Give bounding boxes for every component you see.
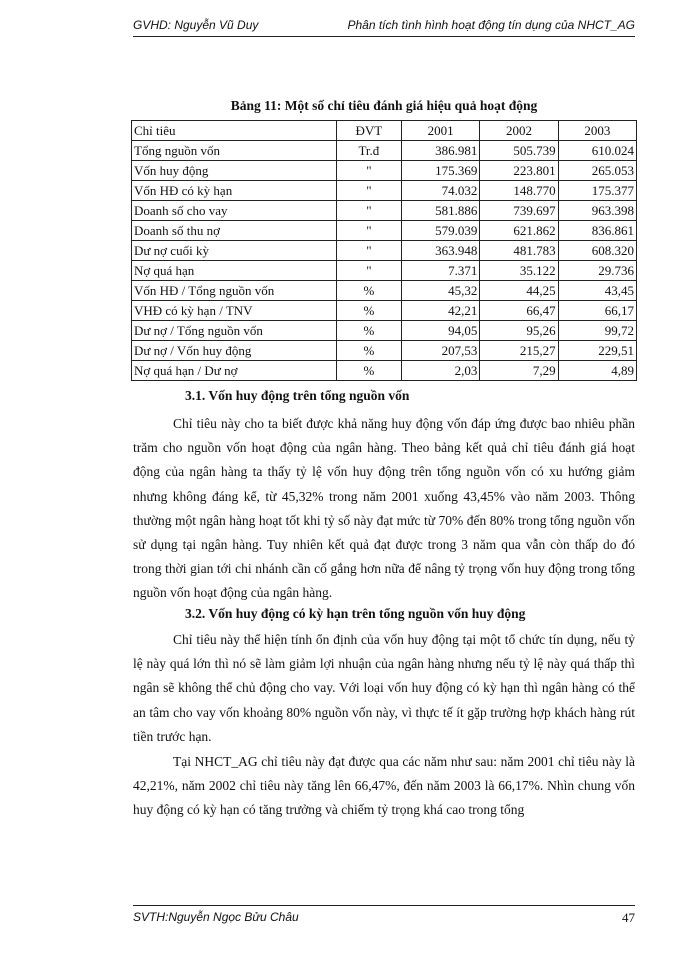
section-3-2-paragraph-2: Tại NHCT_AG chỉ tiêu này đạt được qua các năm như sau: năm 2001 chỉ tiêu này là 42,21%, năm 2002 chỉ tiêu này tăng lên 66,47%, đến năm 2003 là 66,17%. Nhìn chung vốn huy động có kỳ hạn có tăng trưởng và chiếm tỷ trọng khá cao trong tổng xyxy=(133,754,635,818)
row-indicator: Dư nợ / Tổng nguồn vốn xyxy=(132,321,337,341)
row-unit: % xyxy=(336,281,401,301)
row-unit: % xyxy=(336,341,401,361)
row-value-2002: 215,27 xyxy=(480,341,558,361)
row-indicator: Doanh số thu nợ xyxy=(132,221,337,241)
row-value-2003: 836.861 xyxy=(558,221,636,241)
row-value-2003: 265.053 xyxy=(558,161,636,181)
row-value-2001: 579.039 xyxy=(401,221,479,241)
indicator-table xyxy=(131,120,637,381)
header-cell-indicator: Chỉ tiêu xyxy=(132,121,337,141)
table-row xyxy=(132,241,637,261)
row-indicator: Vốn huy động xyxy=(132,161,337,181)
row-value-2002: 223.801 xyxy=(480,161,558,181)
footer-student: SVTH:Nguyễn Ngọc Bửu Châu xyxy=(133,910,299,924)
row-indicator: Vốn HĐ có kỳ hạn xyxy=(132,181,337,201)
row-indicator: Nợ quá hạn / Dư nợ xyxy=(132,361,337,381)
row-unit: " xyxy=(336,221,401,241)
section-title-3-2: 3.2. Vốn huy động có kỳ hạn trên tổng nguồn vốn huy động xyxy=(185,606,526,621)
row-value-2001: 581.886 xyxy=(401,201,479,221)
row-unit: % xyxy=(336,301,401,321)
row-indicator: Nợ quá hạn xyxy=(132,261,337,281)
row-value-2001: 386.981 xyxy=(401,141,479,161)
row-indicator: Doanh số cho vay xyxy=(132,201,337,221)
row-unit: " xyxy=(336,161,401,181)
table-row xyxy=(132,141,637,161)
row-value-2002: 621.862 xyxy=(480,221,558,241)
table-row xyxy=(132,161,637,181)
row-value-2002: 505.739 xyxy=(480,141,558,161)
row-indicator: Dư nợ / Vốn huy động xyxy=(132,341,337,361)
table-title: Bảng 11: Một số chỉ tiêu đánh giá hiệu quả hoạt động xyxy=(230,98,538,113)
row-value-2002: 739.697 xyxy=(480,201,558,221)
row-indicator: VHĐ có kỳ hạn / TNV xyxy=(132,301,337,321)
row-value-2002: 7,29 xyxy=(480,361,558,381)
row-value-2003: 4,89 xyxy=(558,361,636,381)
table-row xyxy=(132,301,637,321)
row-indicator: Tổng nguồn vốn xyxy=(132,141,337,161)
row-value-2002: 66,47 xyxy=(480,301,558,321)
row-value-2003: 610.024 xyxy=(558,141,636,161)
row-value-2002: 95,26 xyxy=(480,321,558,341)
header-cell-2001: 2001 xyxy=(401,121,479,141)
section-title-3-1: 3.1. Vốn huy động trên tổng nguồn vốn xyxy=(185,388,410,403)
table-row xyxy=(132,341,637,361)
row-value-2003: 29.736 xyxy=(558,261,636,281)
row-unit: Tr.đ xyxy=(336,141,401,161)
row-unit: " xyxy=(336,201,401,221)
page-header xyxy=(133,18,635,37)
header-cell-2002: 2002 xyxy=(480,121,558,141)
row-unit: " xyxy=(336,241,401,261)
row-indicator: Vốn HĐ / Tổng nguồn vốn xyxy=(132,281,337,301)
row-value-2001: 175.369 xyxy=(401,161,479,181)
section-3-2-paragraph-1: Chỉ tiêu này thể hiện tính ổn định của vốn huy động tại một tổ chức tín dụng, nếu tỷ lệ này quá lớn thì nó sẽ làm giảm lợi nhuận của ngân hàng nhưng nếu tỷ lệ này quá thấp thì ngân sẽ không thể chủ động cho vay. Với loại vốn huy động có kỳ hạn thì ngân hàng có thể an tâm cho vay vốn khoảng 80% nguồn vốn này, vì thực tế ít gặp trường hợp khách hàng rút tiền trước hạn. xyxy=(133,632,635,744)
row-value-2001: 207,53 xyxy=(401,341,479,361)
row-value-2002: 44,25 xyxy=(480,281,558,301)
table-header-row xyxy=(132,121,637,141)
row-unit: % xyxy=(336,321,401,341)
table-row xyxy=(132,221,637,241)
row-value-2001: 42,21 xyxy=(401,301,479,321)
table-row xyxy=(132,201,637,221)
row-value-2003: 66,17 xyxy=(558,301,636,321)
page-footer xyxy=(133,905,635,926)
row-value-2001: 363.948 xyxy=(401,241,479,261)
header-document-title: Phân tích tình hình hoạt động tín dụng của NHCT_AG xyxy=(347,18,635,32)
row-value-2003: 608.320 xyxy=(558,241,636,261)
row-value-2002: 481.783 xyxy=(480,241,558,261)
row-value-2003: 99,72 xyxy=(558,321,636,341)
row-value-2003: 963.398 xyxy=(558,201,636,221)
table-row xyxy=(132,261,637,281)
page-number: 47 xyxy=(622,910,635,925)
header-cell-2003: 2003 xyxy=(558,121,636,141)
row-value-2001: 45,32 xyxy=(401,281,479,301)
row-value-2001: 94,05 xyxy=(401,321,479,341)
row-unit: " xyxy=(336,261,401,281)
row-value-2002: 148.770 xyxy=(480,181,558,201)
row-value-2003: 43,45 xyxy=(558,281,636,301)
row-value-2001: 7.371 xyxy=(401,261,479,281)
header-cell-unit: ĐVT xyxy=(336,121,401,141)
section-3-1-paragraph: Chỉ tiêu này cho ta biết được khả năng huy động vốn đáp ứng được bao nhiêu phần trăm cho nguồn vốn hoạt động của ngân hàng. Theo bảng kết quả chỉ tiêu đánh giá hoạt động của ngân hàng ta thấy tỷ lệ vốn huy động trên tổng nguồn vốn có xu hướng giảm nhưng không đáng kể, từ 45,32% trong năm 2001 xuống 43,45% vào năm 2003. Thông thường một ngân hàng hoạt tốt khi tỷ số này đạt mức từ 70% đến 80% trong tổng nguồn vốn sử dụng tại ngân hàng. Tuy nhiên kết quả đạt được trong 3 năm qua vẫn còn thấp do đó trong thời gian tới chi nhánh cần cố gắng hơn nữa để nâng tỷ trọng vốn huy động trong tổng nguồn vốn hoạt động của ngân hàng. xyxy=(133,416,635,601)
row-value-2001: 2,03 xyxy=(401,361,479,381)
table-row xyxy=(132,321,637,341)
table-row xyxy=(132,281,637,301)
row-value-2003: 229,51 xyxy=(558,341,636,361)
row-unit: " xyxy=(336,181,401,201)
row-value-2002: 35.122 xyxy=(480,261,558,281)
table-row xyxy=(132,181,637,201)
row-unit: % xyxy=(336,361,401,381)
table-row xyxy=(132,361,637,381)
header-advisor: GVHD: Nguyễn Vũ Duy xyxy=(133,18,259,32)
row-value-2003: 175.377 xyxy=(558,181,636,201)
row-value-2001: 74.032 xyxy=(401,181,479,201)
row-indicator: Dư nợ cuối kỳ xyxy=(132,241,337,261)
